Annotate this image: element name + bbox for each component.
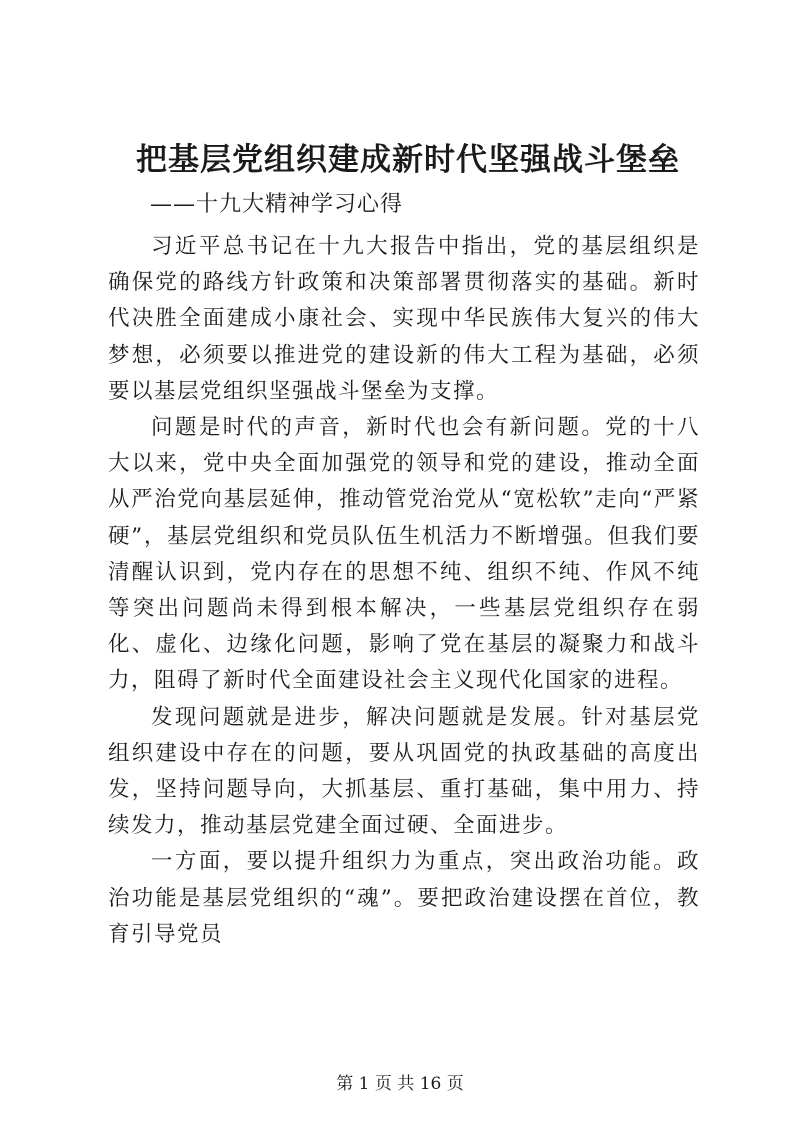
page-number-footer: 第 1 页 共 16 页 xyxy=(336,1074,464,1094)
document-body xyxy=(108,229,700,953)
paragraph: 发现问题就是进步，解决问题就是发展。针对基层党组织建设中存在的问题，要从巩固党的执政基础的高度出发，坚持问题导向，大抓基层、重打基础，集中用力、持续发力，推动基层党建全面过硬、全面进步。 xyxy=(108,704,700,839)
paragraph: 一方面，要以提升组织力为重点，突出政治功能。政治功能是基层党组织的“魂”。要把政治建设摆在首位，教育引导党员 xyxy=(108,849,700,947)
paragraph: 问题是时代的声音，新时代也会有新问题。党的十八大以来，党中央全面加强党的领导和党的建设，推动全面从严治党向基层延伸，推动管党治党从“宽松软”走向“严紧硬”，基层党组织和党员队伍生机活力不断增强。但我们要清醒认识到，党内存在的思想不纯、组织不纯、作风不纯等突出问题尚未得到根本解决，一些基层党组织存在弱化、虚化、边缘化问题，影响了党在基层的凝聚力和战斗力，阻碍了新时代全面建设社会主义现代化国家的进程。 xyxy=(108,415,700,694)
document-subtitle: ——十九大精神学习心得 xyxy=(150,192,404,217)
paragraph: 习近平总书记在十九大报告中指出，党的基层组织是确保党的路线方针政策和决策部署贯彻落实的基础。新时代决胜全面建成小康社会、实现中华民族伟大复兴的伟大梦想，必须要以推进党的建设新的伟大工程为基础，必须要以基层党组织坚强战斗堡垒为支撑。 xyxy=(108,234,700,404)
document-title: 把基层党组织建成新时代坚强战斗堡垒 xyxy=(136,142,680,178)
